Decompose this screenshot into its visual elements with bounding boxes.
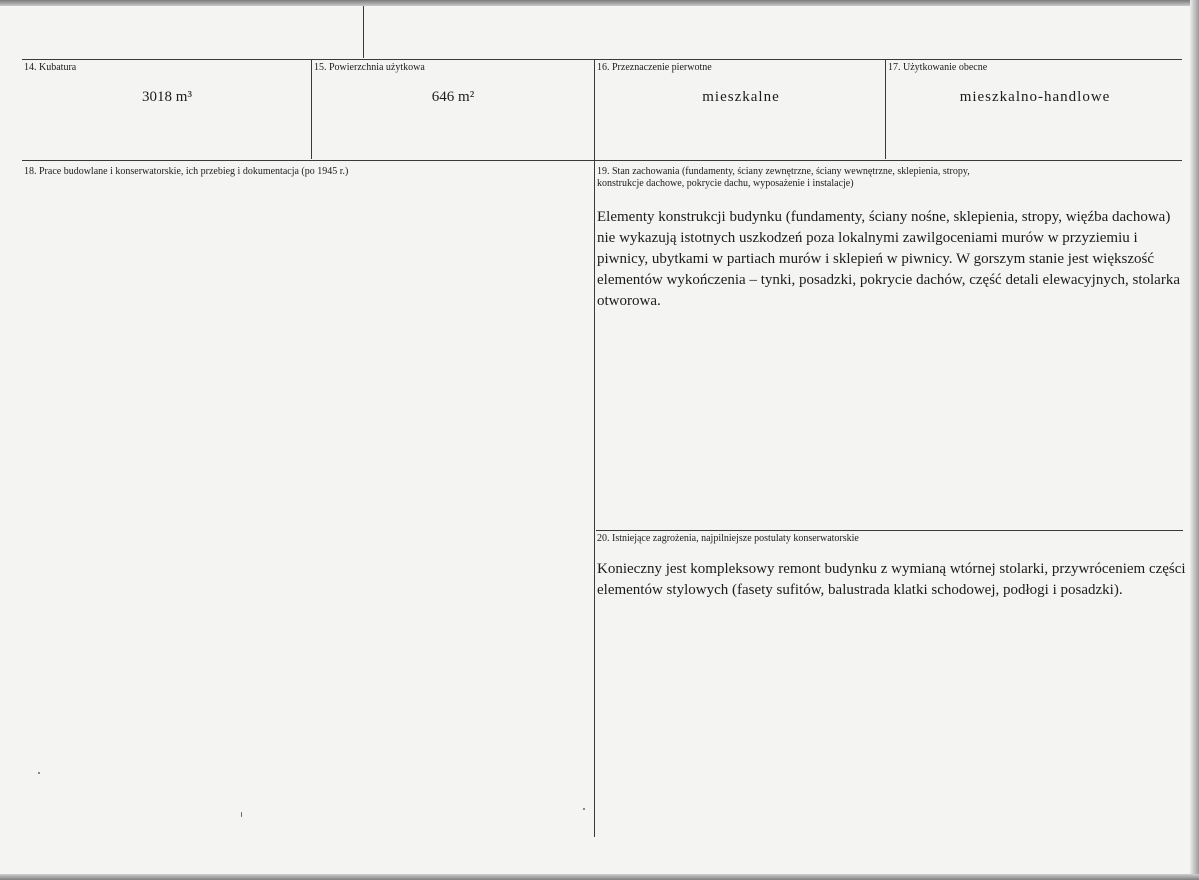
field-14-value: 3018 m³ xyxy=(142,89,192,105)
scan-edge-bottom xyxy=(0,874,1199,880)
field-14-label: 14. Kubatura xyxy=(24,62,77,73)
field-20-label: 20. Istniejące zagrożenia, najpilniejsze postulaty konserwatorskie xyxy=(597,533,859,544)
scan-edge-right xyxy=(1190,0,1199,880)
scan-speck xyxy=(241,812,242,817)
field-17-value: mieszkalno-handlowe xyxy=(959,89,1111,105)
col-divider-15 xyxy=(311,59,312,159)
scan-speck xyxy=(38,772,40,774)
field-19-label-line2: konstrukcje dachowe, pokrycie dachu, wyposażenie i instalacje) xyxy=(597,178,854,189)
row-line-20 xyxy=(596,530,1183,531)
row-line-middle xyxy=(22,160,1182,161)
field-16-label: 16. Przeznaczenie pierwotne xyxy=(597,62,712,73)
field-15-label: 15. Powierzchnia użytkowa xyxy=(314,62,425,73)
scan-speck xyxy=(583,808,585,810)
field-19-label-line1: 19. Stan zachowania (fundamenty, ściany zewnętrzne, ściany wewnętrzne, sklepienia, stropy, xyxy=(597,166,970,177)
field-20-text: Konieczny jest kompleksowy remont budynku z wymianą wtórnej stolarki, przywróceniem części elementów stylowych (fasety sufitów, balustrada klatki schodowej, podłogi i posadzki). xyxy=(597,561,1186,598)
field-19-text: Elementy konstrukcji budynku (fundamenty, ściany nośne, sklepienia, stropy, więźba dachowa) nie wykazują istotnych uszkodzeń poza lokalnymi zawilgoceniami murów w przyziemiu i piwnicy, ubytkami w partiach murów i sklepień w piwnicy. W gorszym stanie jest większość elementów wykończenia – tynki, posadzki, pokrycie dachów, część detali elewacyjnych, stolarka otworowa. xyxy=(597,209,1180,309)
field-17-label: 17. Użytkowanie obecne xyxy=(888,62,988,73)
field-16-value: mieszkalne xyxy=(702,89,780,105)
top-divider xyxy=(363,6,364,58)
field-15-value: 646 m² xyxy=(431,89,475,105)
row-line-top xyxy=(22,59,1182,60)
col-divider-16 xyxy=(594,59,595,837)
field-18-label: 18. Prace budowlane i konserwatorskie, ich przebieg i dokumentacja (po 1945 r.) xyxy=(24,166,349,177)
col-divider-17 xyxy=(885,59,886,159)
scan-edge-top xyxy=(0,0,1199,6)
